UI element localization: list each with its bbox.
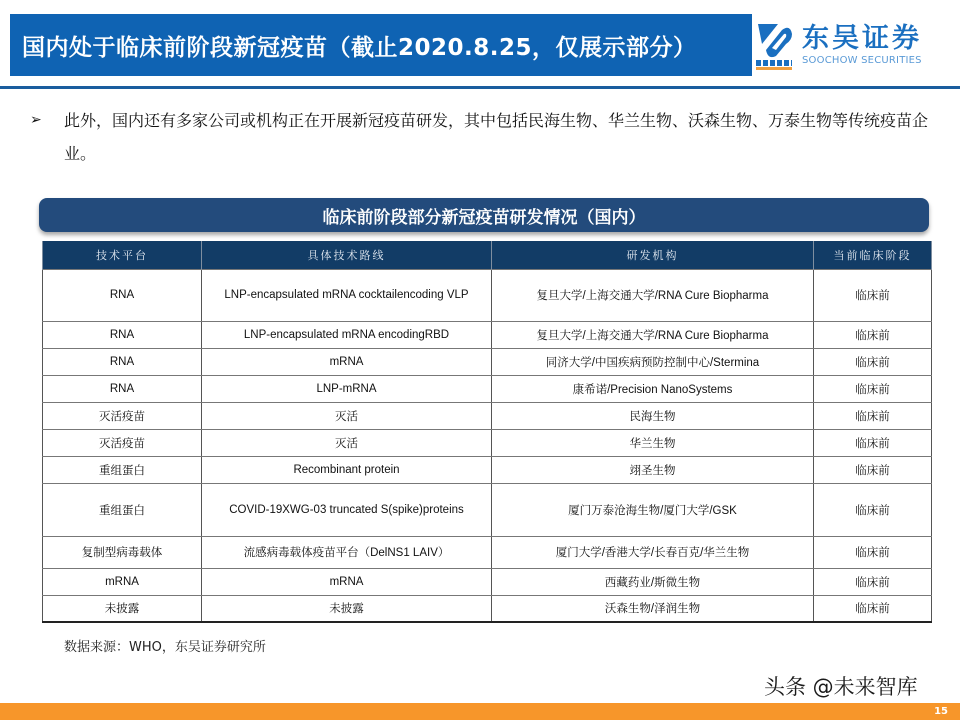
- cell-platform: 重组蛋白: [43, 456, 202, 483]
- cell-stage: 临床前: [814, 456, 932, 483]
- cell-stage: 临床前: [814, 568, 932, 595]
- logo-name-en: SOOCHOW SECURITIES: [802, 55, 922, 66]
- slide-title: 国内处于临床前阶段新冠疫苗（截止2020.8.25，仅展示部分）: [10, 14, 752, 76]
- cell-org: 复旦大学/上海交通大学/RNA Cure Biopharma: [492, 321, 814, 348]
- table-row: [43, 348, 932, 375]
- company-logo: [752, 14, 952, 76]
- cell-stage: 临床前: [814, 536, 932, 568]
- logo-underline: [756, 67, 792, 70]
- data-source-note: 数据来源：WHO，东吴证券研究所: [64, 640, 266, 655]
- table-row: [43, 321, 932, 348]
- watermark: 头条 @未来智库: [764, 675, 918, 699]
- header-divider: [0, 86, 960, 89]
- cell-platform: 灭活疫苗: [43, 402, 202, 429]
- cell-org: 华兰生物: [492, 429, 814, 456]
- table-row: [43, 375, 932, 402]
- cell-platform: RNA: [43, 348, 202, 375]
- table-row: [43, 429, 932, 456]
- cell-org: 同济大学/中国疾病预防控制中心/Stermina: [492, 348, 814, 375]
- column-header: 技术平台: [43, 241, 202, 269]
- cell-stage: 临床前: [814, 483, 932, 536]
- table-row: [43, 269, 932, 321]
- table-row: [43, 456, 932, 483]
- cell-route: 未披露: [202, 595, 492, 622]
- logo-name-cn: 东吴证券: [802, 23, 922, 54]
- cell-stage: 临床前: [814, 269, 932, 321]
- cell-platform: 未披露: [43, 595, 202, 622]
- cell-platform: RNA: [43, 321, 202, 348]
- cell-platform: RNA: [43, 375, 202, 402]
- cell-route: LNP-encapsulated mRNA encodingRBD: [202, 321, 492, 348]
- table-row: [43, 568, 932, 595]
- cell-route: 流感病毒载体疫苗平台（DelNS1 LAIV）: [202, 536, 492, 568]
- cell-platform: mRNA: [43, 568, 202, 595]
- bullet-text: 此外，国内还有多家公司或机构正在开展新冠疫苗研发，其中包括民海生物、华兰生物、沃森生物、万泰生物等传统疫苗企业。: [64, 111, 929, 163]
- column-header: 具体技术路线: [202, 241, 492, 269]
- logo-scs-mark: [756, 60, 792, 66]
- vaccine-table: [42, 241, 932, 623]
- table-row: [43, 402, 932, 429]
- table-row: [43, 536, 932, 568]
- cell-platform: 复制型病毒载体: [43, 536, 202, 568]
- column-header: 研发机构: [492, 241, 814, 269]
- cell-route: 灭活: [202, 429, 492, 456]
- cell-org: 民海生物: [492, 402, 814, 429]
- cell-org: 康希诺/Precision NanoSystems: [492, 375, 814, 402]
- cell-stage: 临床前: [814, 348, 932, 375]
- cell-org: 复旦大学/上海交通大学/RNA Cure Biopharma: [492, 269, 814, 321]
- table-header-row: [43, 241, 932, 269]
- cell-org: 翊圣生物: [492, 456, 814, 483]
- cell-route: mRNA: [202, 348, 492, 375]
- cell-org: 厦门万泰沧海生物/厦门大学/GSK: [492, 483, 814, 536]
- table-title: 临床前阶段部分新冠疫苗研发情况（国内）: [39, 198, 929, 232]
- cell-stage: 临床前: [814, 321, 932, 348]
- cell-stage: 临床前: [814, 595, 932, 622]
- cell-route: 灭活: [202, 402, 492, 429]
- cell-route: mRNA: [202, 568, 492, 595]
- logo-mark-icon: [752, 20, 796, 70]
- cell-route: COVID-19XWG-03 truncated S(spike)proteins: [202, 483, 492, 536]
- table-row: [43, 595, 932, 622]
- page-number: 15: [934, 706, 948, 717]
- cell-stage: 临床前: [814, 375, 932, 402]
- cell-route: LNP-encapsulated mRNA cocktailencoding VLP: [202, 269, 492, 321]
- cell-stage: 临床前: [814, 429, 932, 456]
- table-row: [43, 483, 932, 536]
- cell-route: Recombinant protein: [202, 456, 492, 483]
- column-header: 当前临床阶段: [814, 241, 932, 269]
- arrow-bullet-icon: ➢: [30, 112, 42, 128]
- bullet-paragraph: [30, 104, 935, 170]
- cell-platform: 重组蛋白: [43, 483, 202, 536]
- cell-route: LNP-mRNA: [202, 375, 492, 402]
- cell-org: 厦门大学/香港大学/长春百克/华兰生物: [492, 536, 814, 568]
- cell-platform: 灭活疫苗: [43, 429, 202, 456]
- cell-stage: 临床前: [814, 402, 932, 429]
- cell-platform: RNA: [43, 269, 202, 321]
- cell-org: 沃森生物/泽润生物: [492, 595, 814, 622]
- cell-org: 西藏药业/斯微生物: [492, 568, 814, 595]
- footer-bar: [0, 703, 960, 720]
